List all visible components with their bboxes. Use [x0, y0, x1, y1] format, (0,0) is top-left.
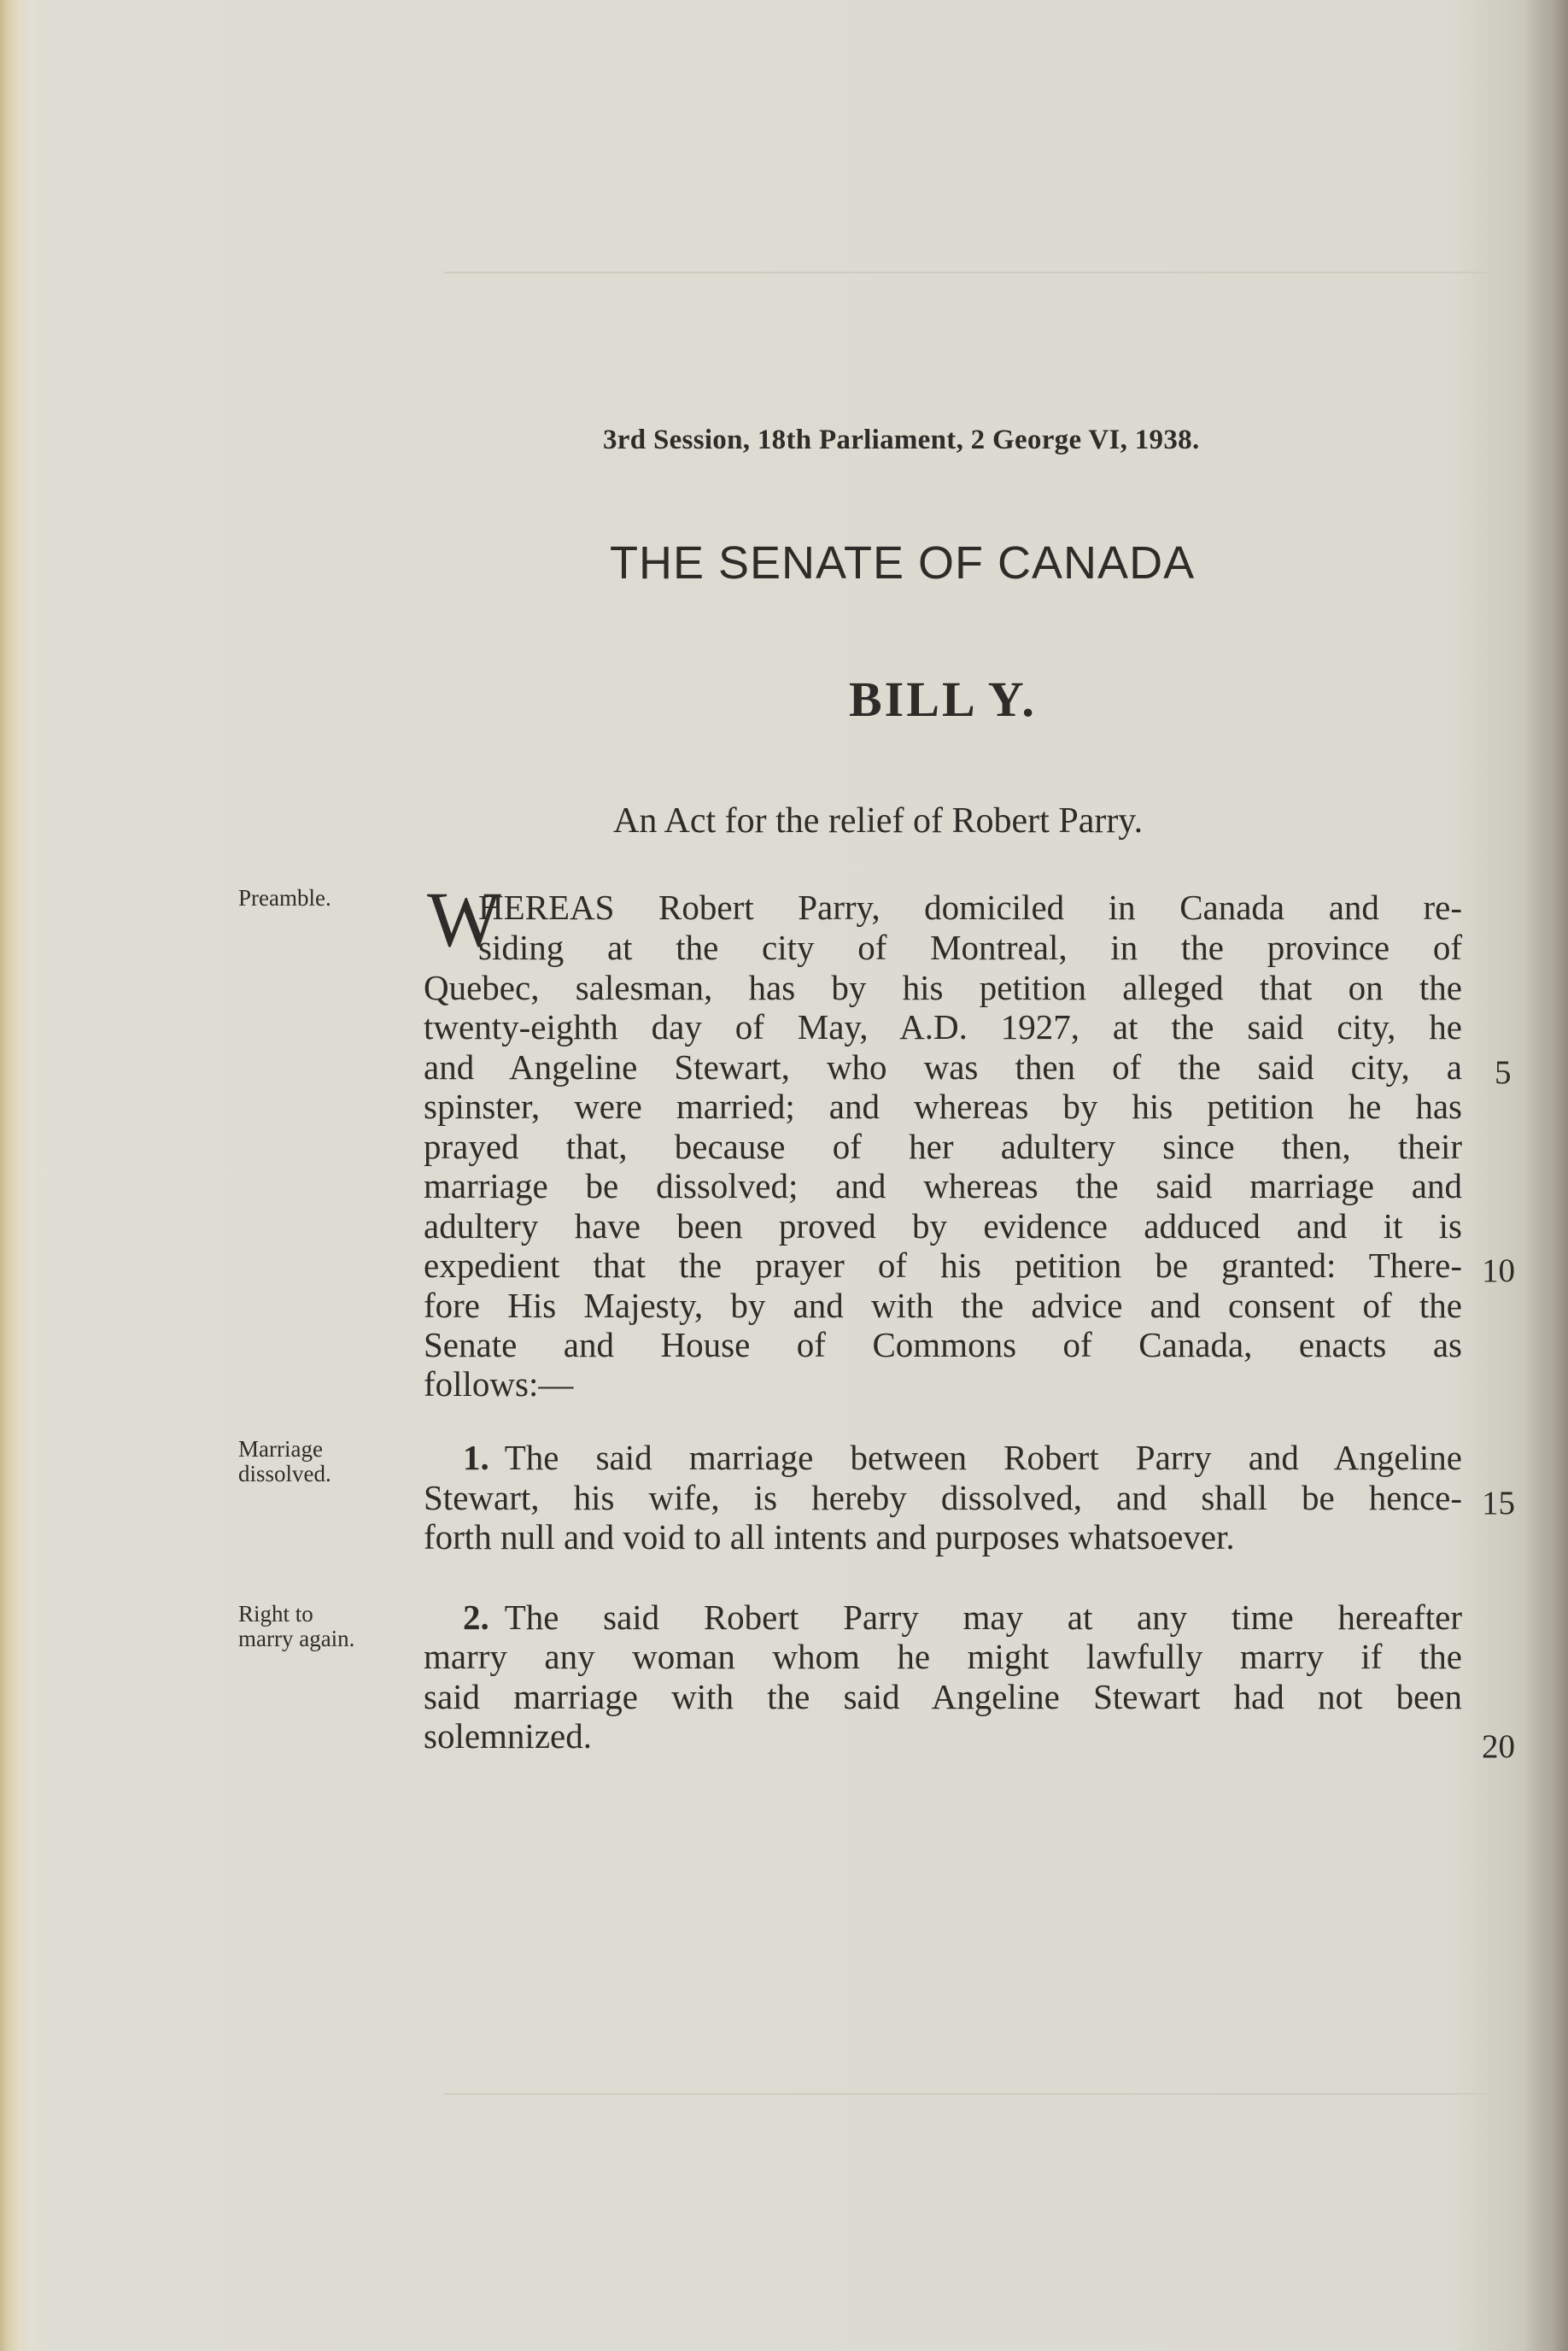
margin-note-text: Marriage [238, 1436, 323, 1462]
preamble-line: marriage be dissolved; and whereas the said marriage and [424, 1166, 1462, 1205]
chamber-title: THE SENATE OF CANADA [610, 537, 1196, 589]
section-2-first-line [463, 1598, 1462, 1637]
drop-cap: W [427, 876, 501, 963]
line-number: 10 [1482, 1252, 1515, 1289]
section-number: 1. [463, 1438, 489, 1477]
section-2-line: solemnized. [424, 1716, 592, 1756]
margin-note-text: marry again. [238, 1626, 355, 1651]
bill-title: BILL Y. [849, 671, 1037, 727]
margin-note-preamble [238, 886, 331, 911]
preamble-line: adultery have been proved by evidence adduced and it is [424, 1206, 1462, 1246]
section-2-line: marry any woman whom he might lawfully marry if the [424, 1637, 1462, 1676]
preamble-line: spinster, were married; and whereas by his petition he has [424, 1087, 1462, 1126]
section-text: The said Robert Parry may at any time hereafter [504, 1598, 1462, 1637]
preamble-line: Senate and House of Commons of Canada, enacts as [424, 1325, 1462, 1364]
section-number: 2. [463, 1598, 489, 1637]
margin-note-right-to-marry [238, 1602, 354, 1651]
margin-note-text: Preamble. [238, 885, 331, 911]
section-text: The said marriage between Robert Parry and Angeline [504, 1438, 1462, 1477]
preamble-line: siding at the city of Montreal, in the province of [478, 928, 1462, 967]
section-1-line: Stewart, his wife, is hereby dissolved, and shall be hence- [424, 1478, 1462, 1517]
section-1-line: forth null and void to all intents and purposes whatsoever. [424, 1517, 1235, 1557]
preamble-line: HEREAS Robert Parry, domiciled in Canada and re- [478, 888, 1462, 927]
act-title: An Act for the relief of Robert Parry. [613, 801, 1144, 841]
preamble-line: twenty-eighth day of May, A.D. 1927, at the said city, he [424, 1007, 1462, 1047]
page-stacked-edge [1525, 0, 1568, 2351]
preamble-line: fore His Majesty, by and with the advice and consent of the [424, 1286, 1462, 1325]
preamble-line: and Angeline Stewart, who was then of the said city, a [424, 1047, 1462, 1087]
bleed-through-rule [444, 2093, 1486, 2095]
preamble-line: prayed that, because of her adultery since then, their [424, 1127, 1462, 1166]
line-number: 15 [1482, 1485, 1515, 1521]
session-line: 3rd Session, 18th Parliament, 2 George VI, 1938. [603, 425, 1200, 455]
preamble-line: follows:— [424, 1364, 574, 1404]
preamble-line: expedient that the prayer of his petition be granted: There- [424, 1246, 1462, 1285]
margin-note-text: Right to [238, 1601, 313, 1627]
preamble-line: Quebec, salesman, has by his petition alleged that on the [424, 968, 1462, 1007]
line-number: 5 [1495, 1054, 1512, 1091]
section-2-line: said marriage with the said Angeline Stewart had not been [424, 1677, 1462, 1716]
margin-note-marriage-dissolved [238, 1437, 331, 1486]
page-binding-edge [0, 0, 26, 2351]
margin-note-text: dissolved. [238, 1461, 331, 1486]
section-1-first-line [463, 1438, 1462, 1477]
line-number: 20 [1482, 1728, 1515, 1765]
bleed-through-rule [444, 272, 1486, 273]
